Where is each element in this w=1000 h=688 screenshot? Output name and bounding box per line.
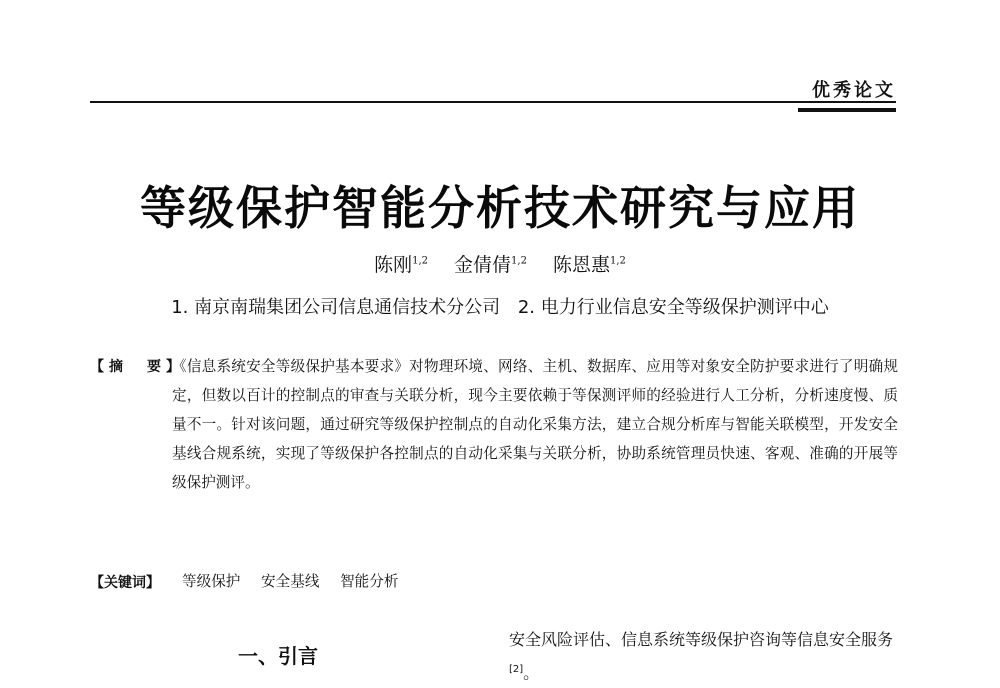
paper-title: 等级保护智能分析技术研究与应用 — [140, 181, 860, 235]
section-heading: 一、引言 — [238, 644, 318, 668]
section-label: 优秀论文 — [812, 80, 896, 101]
header-rule-accent — [798, 108, 896, 112]
keywords-label: 【关键词】 — [90, 575, 160, 591]
author-affiliation-mark: 1,2 — [412, 255, 428, 267]
author-name: 陈刚 — [374, 254, 413, 276]
keyword: 等级保护 — [182, 573, 241, 590]
affiliation-list — [0, 293, 1000, 319]
affiliation: 1. 南京南瑞集团公司信息通信技术分公司 — [171, 297, 501, 318]
author-affiliation-mark: 1,2 — [610, 255, 626, 267]
keyword: 安全基线 — [261, 573, 320, 590]
author-list — [0, 250, 1000, 277]
abstract-text: 《信息系统安全等级保护基本要求》对物理环境、网络、主机、数据库、应用等对象安全防护要求进行了明确规定，但数以百计的控制点的审查与关联分析，现今主要依赖于等保测评师的经验进行人工分析，分析速度慢、质量不一。针对该问题，通过研究等级保护控制点的自动化采集方法，建立合规分析库与智能关联模型，开发安全基线合规系统，实现了等级保护各控制点的自动化采集与关联分析，协助系统管理员快速、客观、准确的开展等级保护测评。 — [172, 358, 898, 491]
author-name: 陈恩惠 — [553, 254, 611, 276]
abstract-label: 【摘 要】 — [90, 359, 185, 375]
author — [374, 254, 428, 276]
author — [454, 254, 527, 276]
author-name: 金倩倩 — [454, 254, 512, 276]
author — [553, 254, 626, 276]
body-text-end: 。 — [523, 663, 540, 683]
author-affiliation-mark: 1,2 — [511, 255, 527, 267]
header-rule — [90, 101, 896, 103]
body-text-right-column — [509, 625, 899, 688]
keyword: 智能分析 — [340, 573, 399, 590]
keyword-list — [182, 570, 414, 591]
body-text: 安全风险评估、信息系统等级保护咨询等信息安全服务 — [509, 630, 894, 649]
citation-mark: [2] — [509, 664, 524, 675]
affiliation: 2. 电力行业信息安全等级保护测评中心 — [517, 297, 829, 318]
